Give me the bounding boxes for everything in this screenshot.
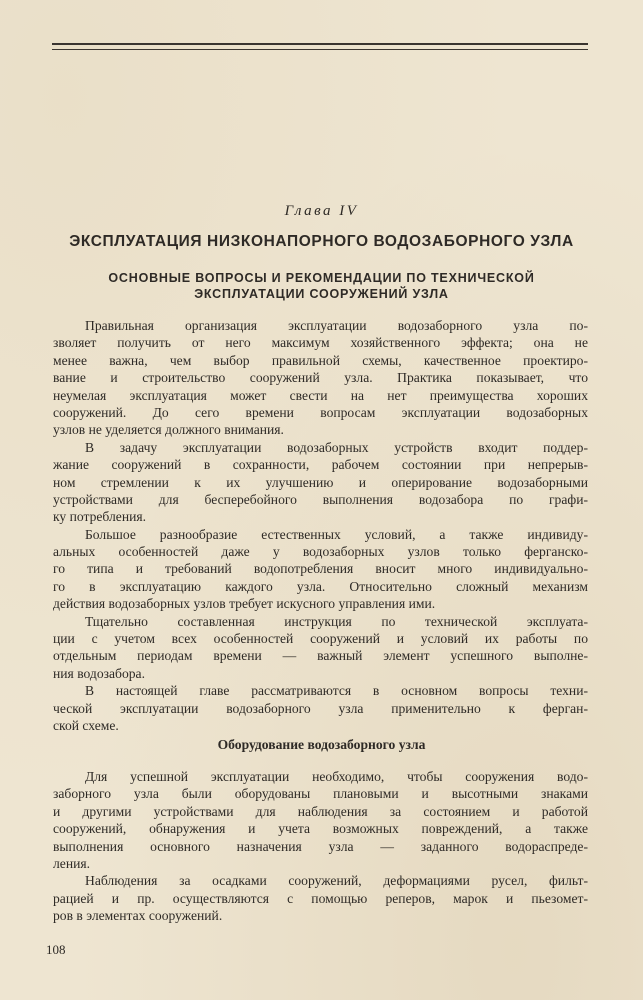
text-line: отдельным периодам времени — важный элемент успешного выполне- bbox=[53, 648, 588, 664]
section-subtitle bbox=[60, 270, 583, 302]
text-line: ку потребления. bbox=[53, 509, 147, 525]
text-line: менее важна, чем выбор правильной схемы, качественное проектиро- bbox=[53, 352, 588, 368]
text-line: зволяет получить от него максимум хозяйственного эффекта; она не bbox=[53, 335, 588, 351]
text-line: Правильная организация эксплуатации водозаборного узла по- bbox=[85, 318, 588, 333]
text-line: В задачу эксплуатации водозаборных устройств входит поддер- bbox=[85, 439, 588, 455]
header-rule-thick bbox=[52, 43, 588, 45]
text-line: и другими устройствами для наблюдения за состоянием и работой bbox=[53, 803, 588, 819]
text-line: вание и строительство сооружений узла. Практика показывает, что bbox=[53, 370, 588, 386]
text-line: го в эксплуатацию каждого узла. Относительно сложный механизм bbox=[53, 578, 588, 594]
text-line: сооружений, обнаружения и учета возможных повреждений, а также bbox=[53, 821, 588, 837]
text-line: действия водозаборных узлов требует искусного управления ими. bbox=[53, 596, 436, 612]
text-line: жание сооружений в сохранности, рабочем состоянии при непрерыв- bbox=[53, 457, 588, 473]
subtitle-line: ЭКСПЛУАТАЦИИ СООРУЖЕНИЙ УЗЛА bbox=[194, 287, 449, 301]
text-line: узлов не уделяется должного внимания. bbox=[53, 422, 284, 438]
text-line: выполнения основного назначения узла — заданного водораспреде- bbox=[53, 838, 588, 854]
text-line: Тщательно составленная инструкция по технической эксплуата- bbox=[85, 613, 588, 629]
text-line: Для успешной эксплуатации необходимо, чтобы сооружения водо- bbox=[85, 769, 588, 784]
text-line: неумелая эксплуатация может свести на нет преимущества хороших bbox=[53, 387, 588, 403]
text-line: ции с учетом всех особенностей сооружений и условий их работы по bbox=[53, 631, 588, 647]
text-line: ления. bbox=[53, 855, 91, 871]
text-line: ской схеме. bbox=[53, 717, 119, 733]
text-line: Большое разнообразие естественных условий, а также индивиду- bbox=[85, 526, 588, 542]
text-line: альных особенностей даже у водозаборных узлов только ферганско- bbox=[53, 544, 588, 560]
text-line: ров в элементах сооружений. bbox=[53, 908, 223, 924]
text-line: рацией и пр. осуществляются с помощью реперов, марок и пьезомет- bbox=[53, 890, 588, 906]
body-text-main bbox=[53, 317, 588, 734]
text-line: ния водозабора. bbox=[53, 665, 145, 681]
body-text-equipment bbox=[53, 768, 588, 925]
chapter-label: Глава IV bbox=[284, 203, 359, 219]
text-line: устройствами для бесперебойного выполнения водозабора по графи- bbox=[53, 491, 588, 507]
text-line: Наблюдения за осадками сооружений, деформациями русел, фильт- bbox=[85, 873, 588, 889]
section-heading: Оборудование водозаборного узла bbox=[217, 737, 426, 752]
text-line: ческой эксплуатации водозаборного узла применительно к ферган- bbox=[53, 700, 588, 716]
subtitle-line: ОСНОВНЫЕ ВОПРОСЫ И РЕКОМЕНДАЦИИ ПО ТЕХНИЧЕСКОЙ bbox=[108, 271, 535, 285]
page-number: 108 bbox=[46, 942, 66, 957]
header-rule-thin bbox=[52, 49, 588, 50]
chapter-title: ЭКСПЛУАТАЦИЯ НИЗКОНАПОРНОГО ВОДОЗАБОРНОГО УЗЛА bbox=[69, 233, 574, 250]
text-line: заборного узла были оборудованы плановыми и высотными знаками bbox=[53, 786, 588, 802]
text-line: сооружений. До сего времени вопросам эксплуатации водозаборных bbox=[53, 404, 588, 420]
text-line: го типа и требований водопотребления вносит много индивидуально- bbox=[53, 561, 588, 577]
text-line: В настоящей главе рассматриваются в основном вопросы техни- bbox=[85, 683, 588, 699]
text-line: ном стремлении к их улучшению и оперирование водозаборными bbox=[53, 474, 588, 490]
